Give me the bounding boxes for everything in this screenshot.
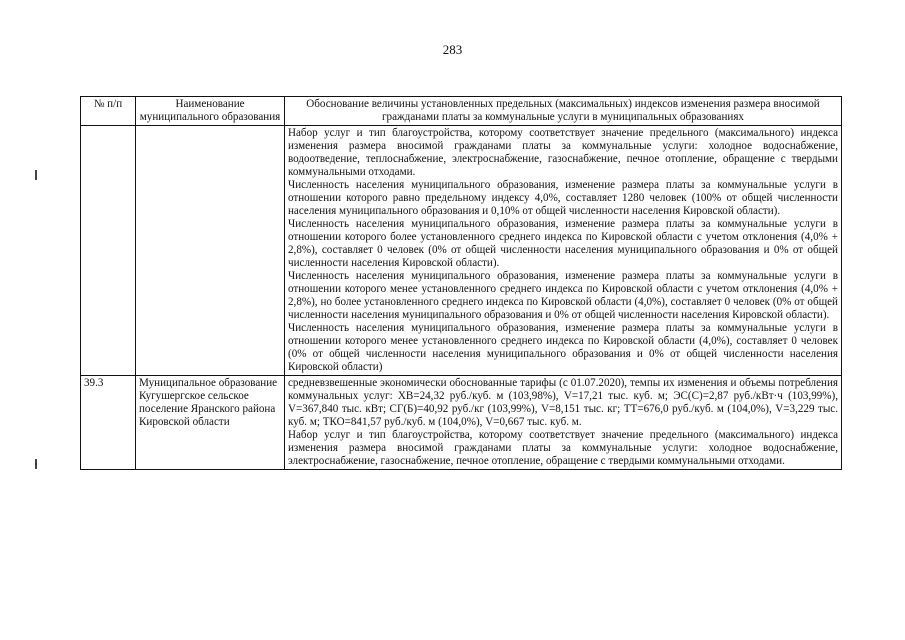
header-justification: Обоснование величины установленных предельных (максимальных) индексов изменения размера вносимой гражданами платы за коммунальные услуги в муниципальных образованиях [285,97,842,126]
margin-mark [35,459,37,469]
page-number: 283 [442,42,463,57]
paragraph: средневзвешенные экономически обоснованные тарифы (с 01.07.2020), темпы их изменения и объемы потребления коммунальных услуг: ХВ=24,32 руб./куб. м (103,98%), V=17,21 тыс. куб. м; ЭС(С)=2,87 руб./кВт·ч (103,99%), V=367,840 тыс. кВт; СГ(Б)=40,92 руб./кг (103,99%), V=8,151 тыс. кг; ТТ=676,0 руб./куб. м (104,0%), V=3,229 тыс. куб. м; ТКО=841,57 руб./куб. м (104,0%), V=0,667 тыс. куб. м. [288,377,838,428]
row-name [136,126,285,376]
row-name: Муниципальное образование Кугушергское сельское поселение Яранского района Кировской области [136,376,285,470]
paragraph: Набор услуг и тип благоустройства, которому соответствует значение предельного (максимального) индекса изменения размера вносимой гражданами платы за коммунальные услуги: холодное водоснабжение, водоотведение, теплоснабжение, электроснабжение, газоснабжение, печное отопление, обращение с твердыми коммунальными отходами. [288,127,838,178]
table-row [81,376,842,470]
row-justification [285,376,842,470]
tariff-table [80,96,842,470]
margin-mark [35,170,37,180]
paragraph: Набор услуг и тип благоустройства, которому соответствует значение предельного (максимального) индекса изменения размера вносимой гражданами платы за коммунальные услуги: холодное водоснабжение, электроснабжение, газоснабжение, печное отопление, обращение с твердыми коммунальными отходами. [288,429,838,467]
paragraph: Численность населения муниципального образования, изменение размера платы за коммунальные услуги в отношении которого более установленного среднего индекса по Кировской области с учетом отклонения (4,0% + 2,8%), составляет 0 человек (0% от общей численности населения муниципального образования и 0% от общей численности населения Кировской области). [288,218,838,269]
paragraph: Численность населения муниципального образования, изменение размера платы за коммунальные услуги в отношении которого равно предельному индексу 4,0%, составляет 1280 человек (100% от общей численности населения муниципального образования и 0,10% от общей численности населения Кировской области). [288,179,838,217]
paragraph: Численность населения муниципального образования, изменение размера платы за коммунальные услуги в отношении которого менее установленного среднего индекса по Кировской области (4,0%), составляет 0 человек (0% от общей численности населения муниципального образования и 0% от общей численности населения Кировской области) [288,322,838,373]
table-header-row [81,97,842,126]
row-num: 39.3 [81,376,136,470]
header-name: Наименование муниципального образования [136,97,285,126]
row-num [81,126,136,376]
header-num: № п/п [81,97,136,126]
paragraph: Численность населения муниципального образования, изменение размера платы за коммунальные услуги в отношении которого менее установленного среднего индекса по Кировской области с учетом отклонения (4,0% + 2,8%), но более установленного среднего индекса по Кировской области (4,0%), составляет 0 человек (0% от общей численности населения муниципального образования и 0% от общей численности населения Кировской области). [288,270,838,321]
table-row [81,126,842,376]
row-justification [285,126,842,376]
